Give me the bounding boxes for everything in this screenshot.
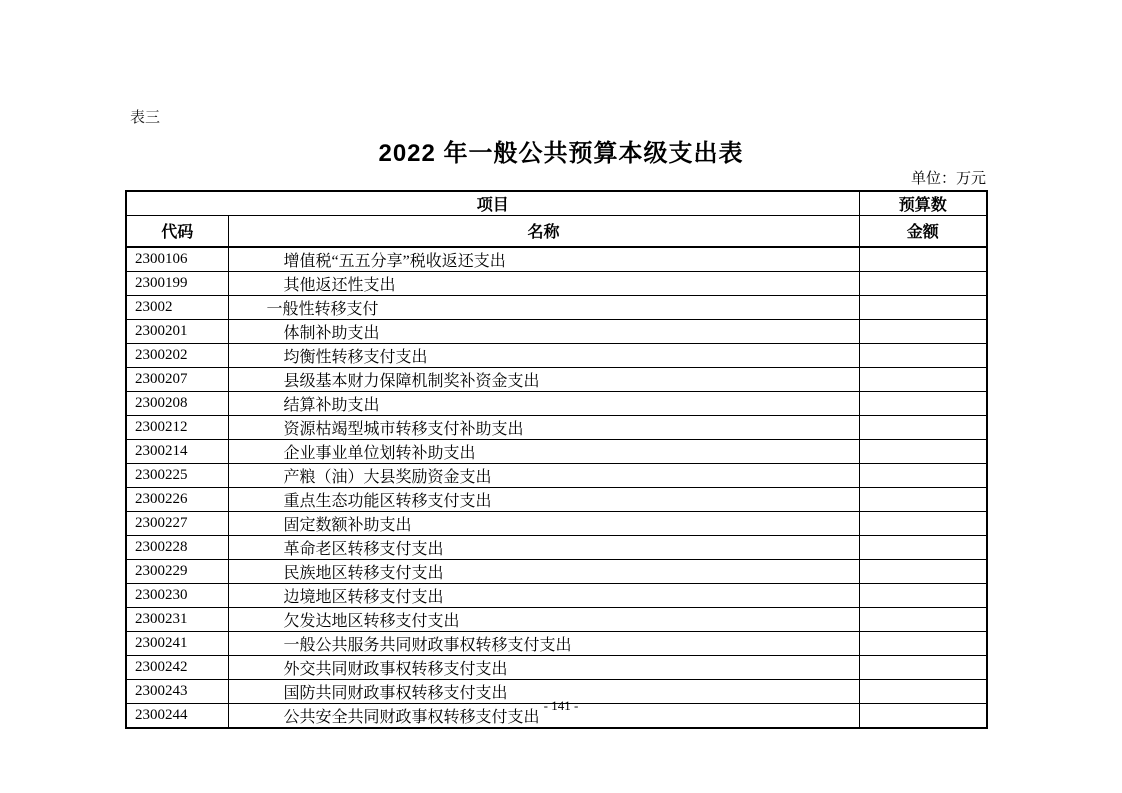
amount-cell — [859, 343, 987, 367]
code-cell: 2300226 — [126, 487, 228, 511]
code-cell: 2300242 — [126, 655, 228, 679]
code-cell: 2300207 — [126, 367, 228, 391]
page-title: 2022 年一般公共预算本级支出表 — [378, 140, 744, 167]
budget-expenditure-table — [125, 190, 988, 729]
table-row — [126, 391, 987, 415]
code-cell: 2300202 — [126, 343, 228, 367]
code-cell: 2300227 — [126, 511, 228, 535]
table-header — [126, 191, 987, 247]
code-cell: 2300225 — [126, 463, 228, 487]
header-group-row — [126, 191, 987, 216]
amount-cell — [859, 271, 987, 295]
header-amount: 金额 — [859, 216, 987, 247]
amount-cell — [859, 559, 987, 583]
table-corner-label: 表三 — [130, 110, 161, 126]
name-cell: 均衡性转移支付支出 — [228, 343, 859, 367]
table-row — [126, 439, 987, 463]
table-row — [126, 271, 987, 295]
page-number: - 141 - — [543, 698, 579, 713]
table-row — [126, 631, 987, 655]
table-row — [126, 655, 987, 679]
name-cell: 公共安全共同财政事权转移支付支出 — [228, 703, 859, 728]
code-cell: 2300199 — [126, 271, 228, 295]
header-sub-row — [126, 216, 987, 247]
amount-cell — [859, 511, 987, 535]
table-row — [126, 343, 987, 367]
amount-cell — [859, 439, 987, 463]
name-cell: 资源枯竭型城市转移支付补助支出 — [228, 415, 859, 439]
name-cell: 国防共同财政事权转移支付支出 — [228, 679, 859, 703]
amount-cell — [859, 631, 987, 655]
amount-cell — [859, 535, 987, 559]
code-cell: 2300106 — [126, 247, 228, 272]
table-row — [126, 607, 987, 631]
amount-cell — [859, 319, 987, 343]
amount-cell — [859, 367, 987, 391]
code-cell: 2300212 — [126, 415, 228, 439]
amount-cell — [859, 463, 987, 487]
header-name: 名称 — [228, 216, 859, 247]
table-row — [126, 559, 987, 583]
code-cell: 2300244 — [126, 703, 228, 728]
unit-note: 单位：万元 — [910, 171, 986, 187]
table-row — [126, 247, 987, 272]
name-cell: 产粮（油）大县奖励资金支出 — [228, 463, 859, 487]
table-row — [126, 511, 987, 535]
table-row — [126, 583, 987, 607]
table-row — [126, 463, 987, 487]
code-cell: 2300228 — [126, 535, 228, 559]
name-cell: 一般公共服务共同财政事权转移支付支出 — [228, 631, 859, 655]
name-cell: 民族地区转移支付支出 — [228, 559, 859, 583]
table-body — [126, 247, 987, 728]
name-cell: 重点生态功能区转移支付支出 — [228, 487, 859, 511]
amount-cell — [859, 583, 987, 607]
table-row — [126, 319, 987, 343]
name-cell: 边境地区转移支付支出 — [228, 583, 859, 607]
amount-cell — [859, 607, 987, 631]
code-cell: 2300208 — [126, 391, 228, 415]
name-cell: 欠发达地区转移支付支出 — [228, 607, 859, 631]
name-cell: 外交共同财政事权转移支付支出 — [228, 655, 859, 679]
name-cell: 结算补助支出 — [228, 391, 859, 415]
header-code: 代码 — [126, 216, 228, 247]
table-row — [126, 295, 987, 319]
table-row — [126, 367, 987, 391]
table-row — [126, 487, 987, 511]
name-cell: 固定数额补助支出 — [228, 511, 859, 535]
table-row — [126, 535, 987, 559]
code-cell: 2300231 — [126, 607, 228, 631]
code-cell: 2300214 — [126, 439, 228, 463]
amount-cell — [859, 487, 987, 511]
name-cell: 一般性转移支付 — [228, 295, 859, 319]
name-cell: 增值税“五五分享”税收返还支出 — [228, 247, 859, 272]
name-cell: 体制补助支出 — [228, 319, 859, 343]
header-item-group: 项目 — [126, 191, 859, 216]
table-row — [126, 415, 987, 439]
code-cell: 2300241 — [126, 631, 228, 655]
amount-cell — [859, 415, 987, 439]
amount-cell — [859, 247, 987, 272]
name-cell: 县级基本财力保障机制奖补资金支出 — [228, 367, 859, 391]
amount-cell — [859, 655, 987, 679]
name-cell: 企业事业单位划转补助支出 — [228, 439, 859, 463]
name-cell: 革命老区转移支付支出 — [228, 535, 859, 559]
code-cell: 2300201 — [126, 319, 228, 343]
code-cell: 2300230 — [126, 583, 228, 607]
code-cell: 2300243 — [126, 679, 228, 703]
code-cell: 2300229 — [126, 559, 228, 583]
code-cell: 23002 — [126, 295, 228, 319]
name-cell: 其他返还性支出 — [228, 271, 859, 295]
header-budget-group: 预算数 — [859, 191, 987, 216]
amount-cell — [859, 295, 987, 319]
amount-cell — [859, 391, 987, 415]
